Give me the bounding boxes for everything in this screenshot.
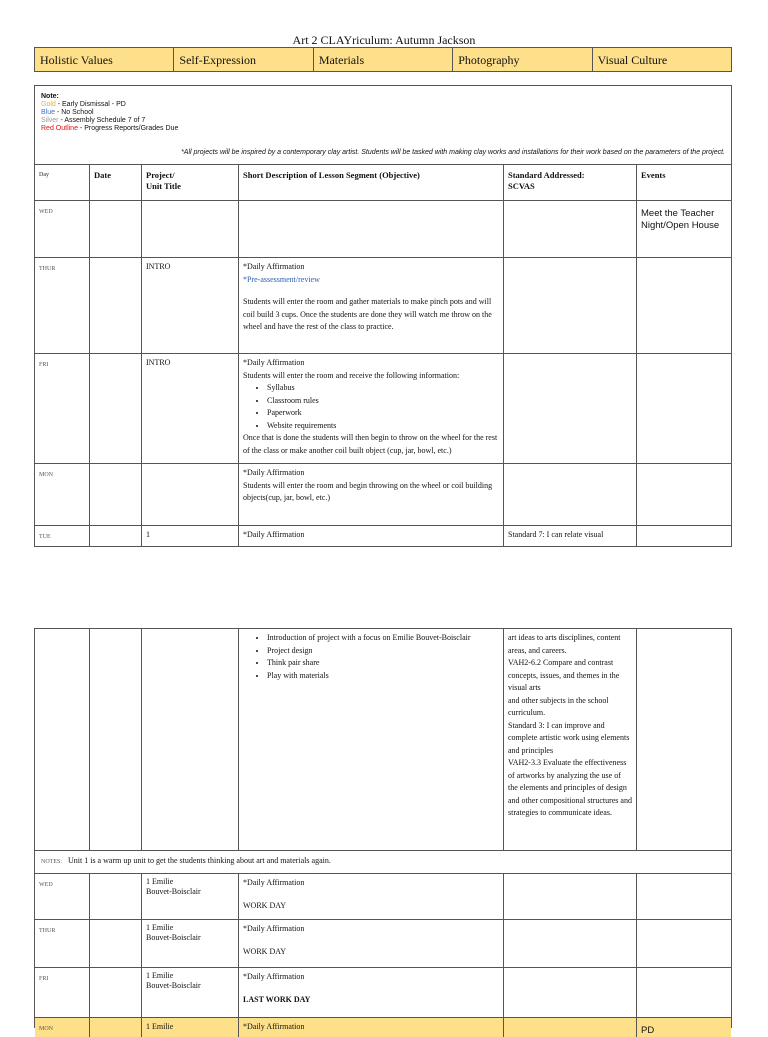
events-cell <box>636 920 731 967</box>
list-item: • Think pair share <box>267 657 499 670</box>
category-bar <box>34 47 732 72</box>
standard-cell <box>503 968 636 1017</box>
events-cell: Meet the Teacher Night/Open House <box>636 201 731 257</box>
legend-gold: Gold - Early Dismissal - PD <box>41 101 126 108</box>
header-date: Date <box>89 165 141 200</box>
day-cell: MON <box>35 1018 89 1037</box>
affirmation-text: *Daily Affirmation <box>243 878 305 887</box>
date-cell <box>89 874 141 919</box>
table-row <box>35 919 731 967</box>
day-cell: FRI <box>39 362 49 368</box>
description-cell <box>238 874 503 919</box>
table-row-highlighted <box>35 1017 731 1037</box>
project-cell: INTRO <box>141 258 238 353</box>
description-cell: *Daily Affirmation <box>238 526 503 547</box>
header-description: Short Description of Lesson Segment (Objective) <box>238 165 503 200</box>
category-materials: Materials <box>313 48 452 71</box>
standard-cell <box>503 464 636 525</box>
description-cell: *Daily Affirmation <box>238 1018 503 1037</box>
day-cell: THUR <box>39 266 56 272</box>
legend-blue: Blue - No School <box>41 109 94 116</box>
table-row <box>35 967 731 1017</box>
events-cell <box>636 464 731 525</box>
unit-notes-row <box>35 850 731 873</box>
legend-silver: Silver - Assembly Schedule 7 of 7 <box>41 117 146 124</box>
affirmation-text: *Daily Affirmation <box>243 468 305 477</box>
lesson-table-page-2 <box>34 628 732 1036</box>
standard-cell: Standard 7: I can relate visual <box>503 526 636 547</box>
project-cell <box>141 201 238 257</box>
project-cell: 1 <box>141 526 238 547</box>
project-cell: INTRO <box>141 354 238 463</box>
document-title: Art 2 CLAYriculum: Autumn Jackson <box>292 33 476 47</box>
events-cell <box>636 629 731 850</box>
standard-cell: art ideas to arts disciplines, content areas, and careers. VAH2-6.2 Compare and contrast concepts, issues, and themes in the visual arts and other subjects in the school curriculum. Standard 3: I can improve and complete artistic work using elements and principles VAH2-3.3 Evaluate the effectiveness of artworks by analyzing the use of the elements and principles of design and other compositional structures and strategies to communicate ideas. <box>503 629 636 850</box>
category-photography: Photography <box>452 48 591 71</box>
info-list <box>243 382 499 432</box>
lesson-text: Students will enter the room and begin throwing on the wheel or coil building objects(cup, jar, bowl, etc.) <box>243 480 493 502</box>
last-work-day-text: LAST WORK DAY <box>243 994 311 1004</box>
work-day-text: WORK DAY <box>243 946 287 956</box>
date-cell <box>89 201 141 257</box>
legend-key <box>41 93 178 133</box>
table-row <box>35 200 731 257</box>
pre-assessment-link[interactable]: *Pre-assessment/review <box>243 274 320 284</box>
description-cell <box>238 354 503 463</box>
date-cell <box>89 629 141 850</box>
events-cell <box>636 258 731 353</box>
affirmation-text: *Daily Affirmation <box>243 358 305 367</box>
project-cell: 1 Emilie Bouvet-Boisclair <box>141 874 238 919</box>
date-cell <box>89 464 141 525</box>
standard-cell <box>503 354 636 463</box>
date-cell <box>89 1018 141 1037</box>
notes-label: NOTES: <box>41 859 62 865</box>
header-standard: Standard Addressed: SCVAS <box>503 165 636 200</box>
list-item: • Project design <box>267 645 499 658</box>
affirmation-text: *Daily Affirmation <box>243 972 305 981</box>
events-cell <box>636 354 731 463</box>
projects-note: *All projects will be inspired by a contemporary clay artist. Students will be tasked with making clay works and installations for their work based on the parameters of the project. <box>181 149 725 156</box>
list-item: • Website requirements <box>267 420 499 433</box>
list-item: • Play with materials <box>267 670 499 683</box>
description-cell <box>238 629 503 850</box>
legend-label: Note: <box>41 93 59 100</box>
project-cell: 1 Emilie Bouvet-Boisclair <box>141 968 238 1017</box>
project-cell: 1 Emilie <box>141 1018 238 1037</box>
intro-list <box>243 632 499 682</box>
category-self-expression: Self-Expression <box>173 48 312 71</box>
description-cell <box>238 968 503 1017</box>
lesson-text: Once that is done the students will then begin to throw on the wheel for the rest of the class or make another coil built object (cup, jar, bowl, etc.) <box>243 433 498 455</box>
date-cell <box>89 968 141 1017</box>
date-cell <box>89 258 141 353</box>
standard-cell <box>503 1018 636 1037</box>
day-cell: MON <box>39 472 54 478</box>
day-cell: THUR <box>39 928 56 934</box>
day-cell: FRI <box>39 976 49 982</box>
list-item: • Classroom rules <box>267 395 499 408</box>
date-cell <box>89 354 141 463</box>
day-cell <box>35 629 89 850</box>
legend-notes <box>35 86 731 164</box>
description-cell <box>238 201 503 257</box>
events-cell <box>636 968 731 1017</box>
lesson-text: Students will enter the room and gather materials to make pinch pots and will coil build 3 cups. Once the students are done they will watch me throw on the wheel and have the rest of the class to practice. <box>243 297 492 331</box>
events-cell: PD <box>636 1018 731 1037</box>
header-project: Project/ Unit Title <box>141 165 238 200</box>
table-row <box>35 525 731 547</box>
project-cell <box>141 629 238 850</box>
work-day-text: WORK DAY <box>243 900 287 910</box>
standard-cell <box>503 874 636 919</box>
day-cell: WED <box>39 209 53 215</box>
notes-text: Unit 1 is a warm up unit to get the students thinking about art and materials again. <box>68 856 331 865</box>
project-cell: 1 Emilie Bouvet-Boisclair <box>141 920 238 967</box>
legend-red: Red Outline - Progress Reports/Grades Due <box>41 125 179 132</box>
project-cell <box>141 464 238 525</box>
standard-cell <box>503 258 636 353</box>
lesson-table-page-1 <box>34 85 732 547</box>
date-cell <box>89 920 141 967</box>
table-row <box>35 257 731 353</box>
date-cell <box>89 526 141 547</box>
category-visual-culture: Visual Culture <box>592 48 731 71</box>
affirmation-text: *Daily Affirmation <box>243 262 305 271</box>
affirmation-text: *Daily Affirmation <box>243 924 305 933</box>
category-holistic: Holistic Values <box>40 53 113 67</box>
day-cell: TUE <box>39 534 51 540</box>
standard-cell <box>503 201 636 257</box>
day-cell: WED <box>39 882 53 888</box>
events-cell <box>636 526 731 547</box>
description-cell <box>238 464 503 525</box>
table-row <box>35 873 731 919</box>
table-row <box>35 353 731 463</box>
description-cell <box>238 258 503 353</box>
standard-cell <box>503 920 636 967</box>
list-item: • Paperwork <box>267 407 499 420</box>
table-row <box>35 463 731 525</box>
description-cell <box>238 920 503 967</box>
events-cell <box>636 874 731 919</box>
list-item: • Introduction of project with a focus on Emilie Bouvet-Boisclair <box>267 632 499 645</box>
table-header-row <box>35 164 731 200</box>
header-day: Day <box>39 172 49 178</box>
list-item: • Syllabus <box>267 382 499 395</box>
lesson-intro-text: Students will enter the room and receive the following information: <box>243 370 460 380</box>
header-events: Events <box>636 165 731 200</box>
table-row <box>35 629 731 850</box>
